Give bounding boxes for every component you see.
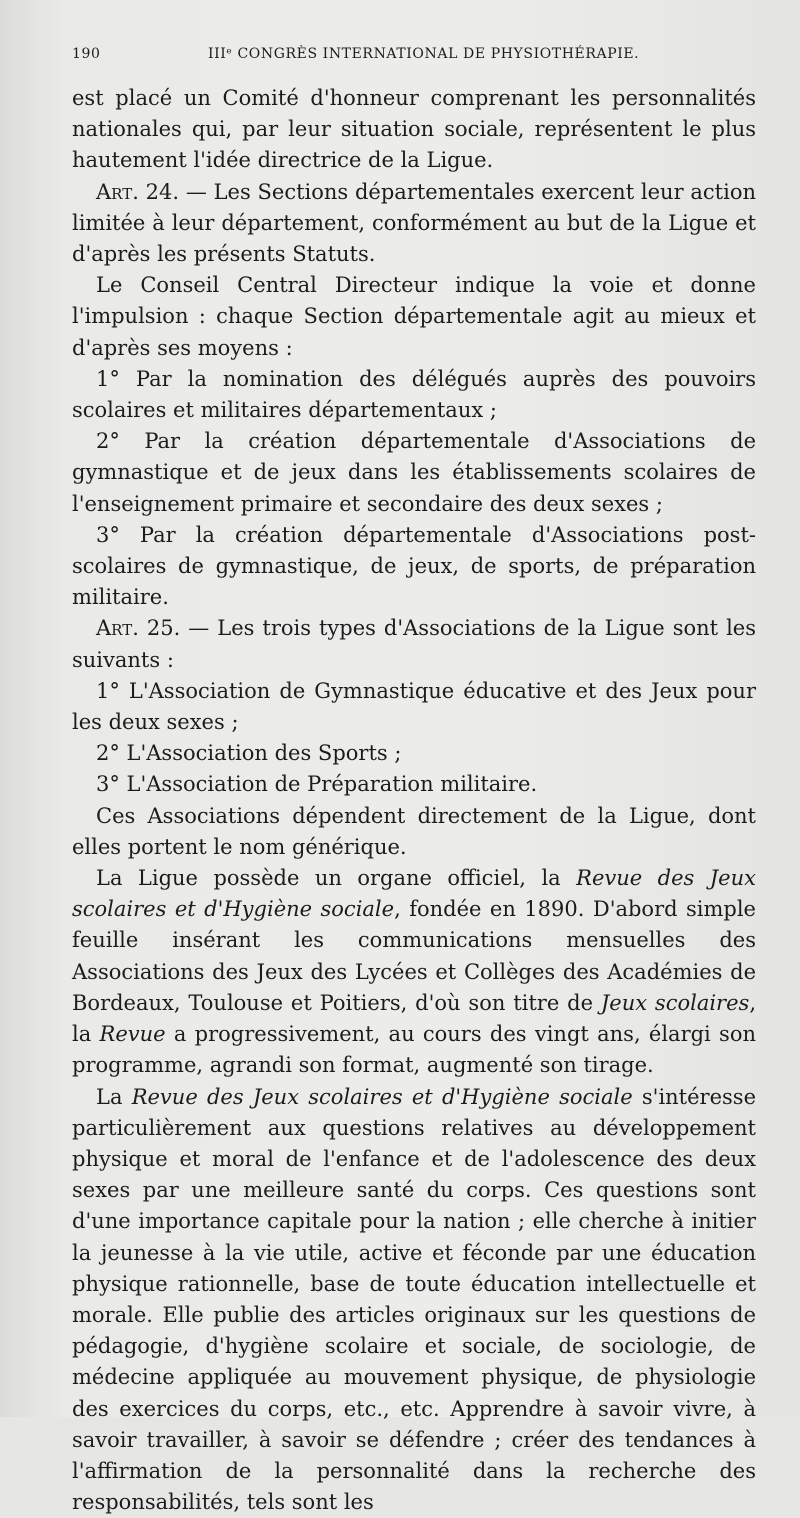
text-run: 2° Par la création départementale d'Associations de gymnastique et de jeux dans les établissements scolaires de l'enseignement primaire et secondaire des deux sexes ;: [72, 429, 756, 515]
paragraph: [72, 520, 756, 614]
text-run: Le Conseil Central Directeur indique la voie et donne l'impulsion : chaque Section départementale agit au mieux et d'après ses moyens :: [72, 273, 756, 359]
page-number: 190: [72, 46, 101, 62]
article-label: Art.: [96, 180, 139, 204]
paragraph: [72, 426, 756, 520]
text-run: La Ligue possède un organe officiel, la: [96, 866, 576, 890]
paragraph: [72, 613, 756, 675]
page-header: [72, 46, 762, 70]
text-run: , fondée en 1890. D'abord simple feuille insérant les communications mensuelles des Associations des Jeux des Lycées et Collèges des Académies de Bordeaux, Toulouse et Poitiers, d'où son titre de: [72, 897, 756, 1015]
text-run: a progressivement, au cours des vingt ans, élargi son programme, agrandi son format, augmenté son tirage.: [72, 1022, 756, 1077]
paragraph: [72, 863, 756, 1081]
text-run: s'intéresse particulièrement aux questions relatives au développement physique et moral de l'enfance et de l'adolescence des deux sexes par une meilleure santé du corps. Ces questions sont d'une importance capitale pour la nation ; elle cherche à initier la jeunesse à la vie utile, active et féconde par une éducation physique rationnelle, base de toute éducation intellectuelle et morale. Elle publie des articles originaux sur les questions de pédagogie, d'hygiène scolaire et sociale, de sociologie, de médecine appliquée au mouvement physique, de physiologie des exercices du corps, etc., etc. Apprendre à savoir vivre, à savoir travailler, à savoir se défendre ; créer des tendances à l'affirmation de la personnalité dans la recherche des responsabilités, tels sont les: [72, 1085, 756, 1515]
text-run: 1° L'Association de Gymnastique éducative et des Jeux pour les deux sexes ;: [72, 679, 756, 734]
text-run: est placé un Comité d'honneur comprenant les personnalités nationales qui, par leur situation sociale, représentent le plus hautement l'idée directrice de la Ligue.: [72, 86, 756, 172]
text-run: Ces Associations dépendent directement de la Ligue, dont elles portent le nom générique.: [72, 804, 756, 859]
text-run: 3° L'Association de Préparation militaire.: [96, 772, 537, 796]
paragraph: [72, 769, 756, 800]
text-run: 24. — Les Sections départementales exercent leur action limitée à leur département, conformément au but de la Ligue et d'après les présents Statuts.: [72, 180, 756, 266]
text-run: 1° Par la nomination des délégués auprès des pouvoirs scolaires et militaires départementaux ;: [72, 367, 756, 422]
text-run: La: [96, 1085, 132, 1109]
paragraph: [72, 676, 756, 738]
italic-text: Revue: [100, 1022, 166, 1046]
running-title: IIIᵉ CONGRÈS INTERNATIONAL DE PHYSIOTHÉRAPIE.: [208, 46, 639, 62]
text-run: 2° L'Association des Sports ;: [96, 741, 401, 765]
paragraph: [72, 738, 756, 769]
paragraph: [72, 177, 756, 271]
italic-text: Jeux scolaires: [601, 991, 749, 1015]
paragraph: [72, 270, 756, 364]
italic-text: Revue des Jeux scolaires et d'Hygiène sociale: [72, 866, 756, 921]
article-label: Art.: [96, 616, 139, 640]
paragraph: [72, 364, 756, 426]
body-text: [72, 83, 756, 1518]
text-run: 3° Par la création départementale d'Associations post-scolaires de gymnastique, de jeux, de sports, de préparation militaire.: [72, 523, 756, 609]
paragraph: [72, 83, 756, 177]
paragraph: [72, 1082, 756, 1518]
text-run: , la: [72, 991, 756, 1046]
paragraph: [72, 801, 756, 863]
text-run: 25. — Les trois types d'Associations de la Ligue sont les suivants :: [72, 616, 756, 671]
italic-text: Revue des Jeux scolaires et d'Hygiène sociale: [132, 1085, 633, 1109]
